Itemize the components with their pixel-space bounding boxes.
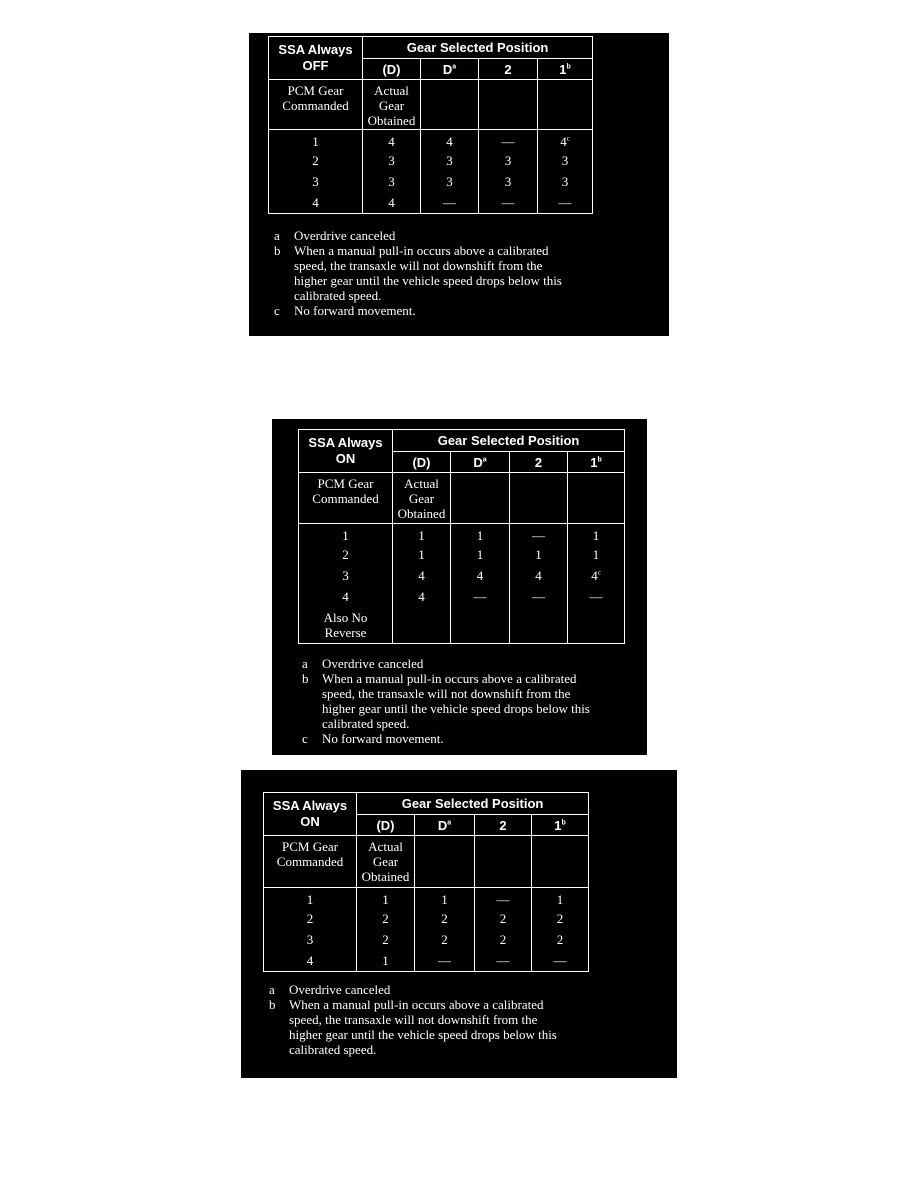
footnote: a Overdrive canceled: [269, 982, 391, 997]
footnote: c No forward movement.: [302, 731, 444, 746]
position-header: 2: [479, 59, 538, 80]
position-header: 2: [510, 452, 568, 473]
position-header: (D): [357, 815, 415, 836]
table-row: 1 1 1 — 1: [299, 524, 625, 545]
position-header: 2: [475, 815, 532, 836]
table-row: 3 4 4 4 4$^c$: [299, 566, 625, 587]
table-row: 2 2 2 2 2: [264, 909, 589, 930]
table-row: [299, 608, 625, 644]
footnote: c No forward movement.: [274, 303, 416, 318]
table-row: 4 1 — — —: [264, 951, 589, 972]
pcm-gear-commanded-header: PCM Gear Commanded: [299, 473, 393, 524]
footnote: a Overdrive canceled: [274, 228, 396, 243]
table-row: 3 2 2 2 2: [264, 930, 589, 951]
position-header: $D^a$: [451, 452, 510, 473]
footnote: b When a manual pull-in occurs above a calibrated speed, the transaxle will not downshift from the higher gear until the vehicle speed drops below this calibrated speed.: [302, 671, 590, 731]
gear-table: [263, 792, 589, 972]
ssa-header: SSA Always ON: [299, 430, 393, 473]
gear-table-panel: [241, 770, 677, 1078]
footnotes: [269, 982, 557, 1057]
position-header: $D^a$: [415, 815, 475, 836]
footnotes: [274, 228, 562, 318]
ssa-header: SSA Always OFF: [269, 37, 363, 80]
position-header: (D): [363, 59, 421, 80]
pcm-gear-commanded-header: PCM Gear Commanded: [269, 80, 363, 130]
gear-table-panel: [249, 33, 669, 336]
table-row: 2 1 1 1 1: [299, 545, 625, 566]
footnote: b When a manual pull-in occurs above a calibrated speed, the transaxle will not downshift from the higher gear until the vehicle speed drops below this calibrated speed.: [274, 243, 562, 303]
table-row: 4 4 — — —: [269, 193, 593, 214]
gear-table: [298, 429, 625, 644]
position-header: 1$^b$: [568, 452, 625, 473]
gear-selected-header: Gear Selected Position: [393, 430, 625, 452]
position-header: (D): [393, 452, 451, 473]
table-row: 1 4 4 — 4$^c$: [269, 130, 593, 151]
gear-table-panel: [272, 419, 647, 755]
gear-table: [268, 36, 593, 214]
table-row: 1 1 1 — 1: [264, 888, 589, 909]
table-row: 2 3 3 3 3: [269, 151, 593, 172]
also-no-reverse-note: Also No Reverse: [299, 608, 393, 644]
position-header: 1$^b$: [538, 59, 593, 80]
actual-gear-obtained-header: Actual Gear Obtained: [363, 80, 421, 130]
position-header: $D^a$: [421, 59, 479, 80]
footnotes: [302, 656, 590, 746]
gear-selected-header: Gear Selected Position: [363, 37, 593, 59]
position-header: 1$^b$: [532, 815, 589, 836]
table-row: 3 3 3 3 3: [269, 172, 593, 193]
actual-gear-obtained-header: Actual Gear Obtained: [393, 473, 451, 524]
ssa-header: SSA Always ON: [264, 793, 357, 836]
footnote: a Overdrive canceled: [302, 656, 424, 671]
pcm-gear-commanded-header: PCM Gear Commanded: [264, 836, 357, 888]
table-row: 4 4 — — —: [299, 587, 625, 608]
gear-selected-header: Gear Selected Position: [357, 793, 589, 815]
actual-gear-obtained-header: Actual Gear Obtained: [357, 836, 415, 888]
footnote: b When a manual pull-in occurs above a calibrated speed, the transaxle will not downshift from the higher gear until the vehicle speed drops below this calibrated speed.: [269, 997, 557, 1057]
